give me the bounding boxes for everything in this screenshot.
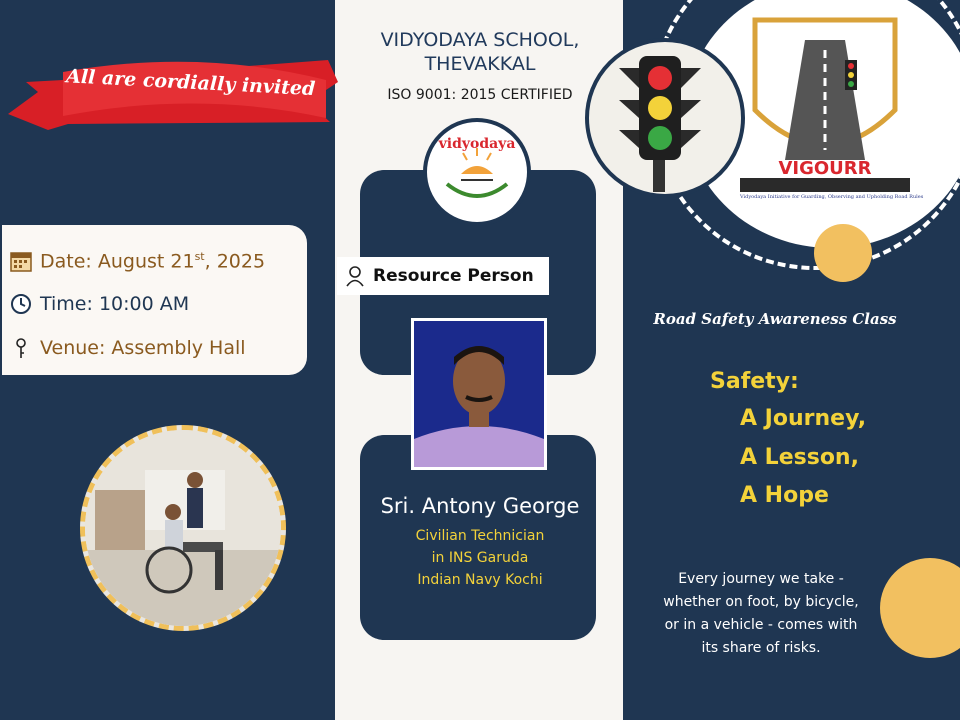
class-photo	[80, 425, 286, 631]
vigourr-logo-text: VIGOURR	[778, 158, 872, 179]
time-row	[10, 293, 189, 315]
resource-person-role-line1: Civilian Technician	[415, 528, 545, 544]
slogan-line4: A Hope	[740, 483, 829, 508]
traffic-light-image	[585, 38, 745, 198]
program-title: Road Safety Awareness Class	[653, 310, 897, 328]
school-logo-text: vidyodaya	[438, 136, 516, 152]
person-icon	[345, 265, 365, 287]
slogan-line1: Safety:	[710, 369, 799, 394]
event-date: Date: August 21st, 2025	[40, 250, 266, 273]
school-name: VIDYODAYA SCHOOL, THEVAKKAL	[380, 29, 580, 75]
vigourr-logo-tagline: Vidyodaya Initiative for Guarding, Observing and Upholding Road Rules	[740, 194, 924, 200]
resource-person-name: Sri. Antony George	[380, 494, 580, 518]
event-venue: Venue: Assembly Hall	[40, 337, 246, 359]
school-logo	[423, 118, 531, 226]
event-time: Time: 10:00 AM	[40, 293, 190, 315]
date-row	[10, 250, 265, 272]
invitation-text: All are cordially invited	[65, 65, 316, 101]
resource-person-role-line2: in INS Garuda	[431, 550, 529, 566]
decor-circle-small	[814, 224, 872, 282]
resource-person-role-line3: Indian Navy Kochi	[417, 572, 543, 588]
location-pin-icon	[10, 337, 32, 359]
iso-certification: ISO 9001: 2015 CERTIFIED	[387, 87, 573, 103]
classroom-scene-icon	[85, 430, 281, 626]
traffic-light-icon	[589, 42, 741, 194]
resource-person-photo	[411, 318, 547, 470]
slogan-line2: A Journey,	[740, 406, 867, 431]
resource-person-label: Resource Person	[337, 257, 549, 295]
calendar-icon	[10, 250, 32, 272]
vigourr-logo	[735, 10, 924, 208]
clock-icon	[10, 293, 32, 315]
venue-row	[10, 337, 246, 359]
portrait-icon	[414, 321, 544, 467]
slogan-line3: A Lesson,	[740, 445, 859, 470]
program-description: Every journey we take - whether on foot, by bicycle, or in a vehicle - comes with its share of risks.	[663, 571, 859, 656]
